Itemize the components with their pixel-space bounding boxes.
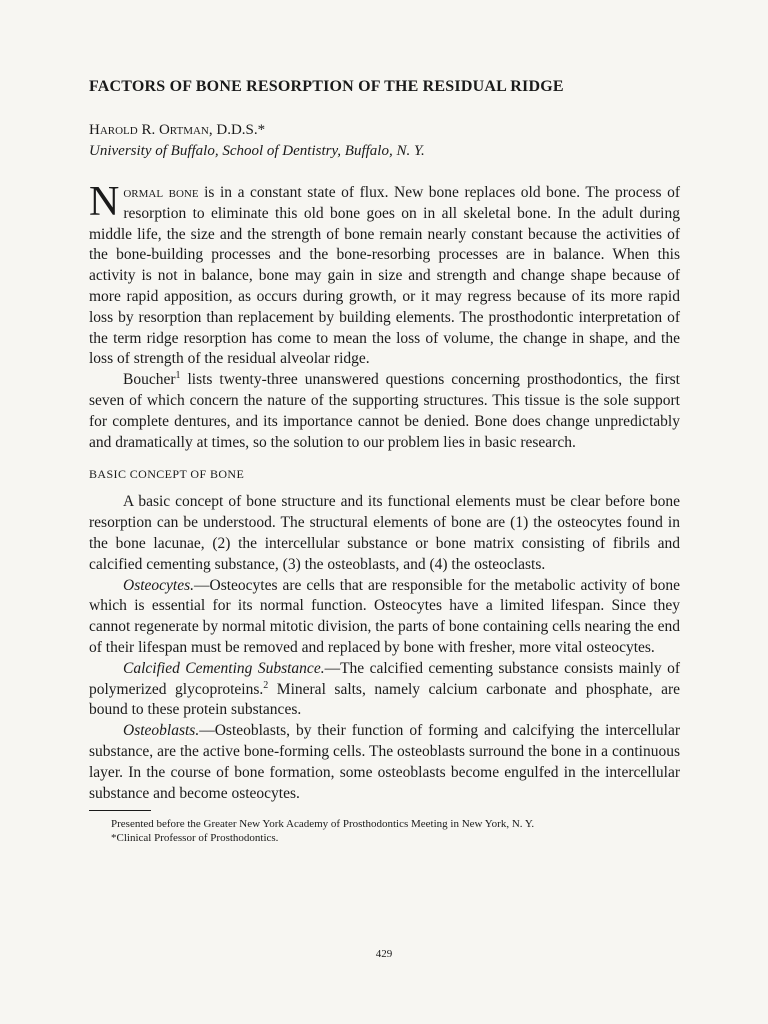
osteocytes-paragraph: Osteocytes.—Osteocytes are cells that are responsible for the metabolic activity of bone which is essential for its normal function. Osteocytes have a limited lifespan. Since they cannot regenerate by normal mitotic division, the parts of bone containing cells nearing the end of their lifespan must be removed and replaced by bone with fresher, more vital osteocytes.	[89, 576, 680, 656]
calcified-paragraph: Calcified Cementing Substance.—The calcified cementing substance consists mainly of polymerized glycoproteins.$^2$ Mineral salts, namely calcium carbonate and phosphate, are bound to these protein substances.	[89, 659, 681, 719]
osteoblasts-paragraph: Osteoblasts.—Osteoblasts, by their function of forming and calcifying the intercellular substance, are the active bone-forming cells. The osteoblasts surround the bone in a continuous layer. In the course of bone formation, some osteoblasts become engulfed in the intercellular substance and become osteocytes.	[89, 722, 680, 802]
reference-2: 2	[263, 679, 269, 691]
author-name: Harold R. Ortman	[89, 122, 209, 138]
intro-text: is in a constant state of flux. New bone replaces old bone. The process of resorption to eliminate this old bone goes on in all skeletal bone. In the adult during middle life, the size and the strength of bone remain nearly constant because the activities of the bone-building processes and the bone-resorbing processes are in balance. When this activity is not in balance, bone may gain in size and strength and change shape because of more rapid apposition, as occurs during growth, or it may regress because of its more rapid loss by resorption than replacement by building elements. The prosthodontic interpretation of the term ridge resorption has come to mean the loss of volume, the change in shape, and the loss of strength of the residual alveolar ridge.	[89, 184, 680, 368]
section-heading: BASIC CONCEPT OF BONE	[89, 467, 245, 482]
footnote-presented: Presented before the Greater New York Academy of Prosthodontics Meeting in New York, N. Y.	[111, 818, 535, 831]
osteocytes-term: Osteocytes.	[123, 576, 195, 594]
author-affiliation: University of Buffalo, School of Dentistry, Buffalo, N. Y.	[89, 143, 425, 159]
reference-1: 1	[175, 370, 181, 382]
intro-paragraph-1	[89, 179, 680, 370]
osteoblasts-term: Osteoblasts.	[123, 722, 200, 740]
section-paragraph-1: A basic concept of bone structure and its functional elements must be clear before bone resorption can be understood. The structural elements of bone are (1) the osteocytes found in the bone lacunae, (2) the intercellular substance or bone matrix consisting of fibrils and calcified cementing substance, (3) the osteoblasts, and (4) the osteoclasts.	[89, 493, 680, 573]
drop-cap: N	[89, 179, 120, 225]
footnote-professor: *Clinical Professor of Prosthodontics.	[111, 832, 279, 845]
author-degree: , D.D.S.*	[208, 122, 266, 138]
article-title: FACTORS OF BONE RESORPTION OF THE RESIDUAL RIDGE	[89, 78, 564, 95]
intro-lead-words: ormal bone	[123, 184, 199, 201]
intro-paragraph-2: Boucher$^1$ lists twenty-three unanswered questions concerning prosthodontics, the first seven of which concern the nature of the supporting structures. This tissue is the sole support for complete dentures, and its importance cannot be denied. Bone does change unpredictably and dramatically at times, so the solution to our problem lies in basic research.	[89, 370, 680, 451]
footnote-divider	[89, 810, 151, 811]
calcified-term: Calcified Cementing Substance.	[123, 659, 325, 677]
page-number: 429	[375, 948, 393, 960]
author-line	[89, 120, 680, 141]
